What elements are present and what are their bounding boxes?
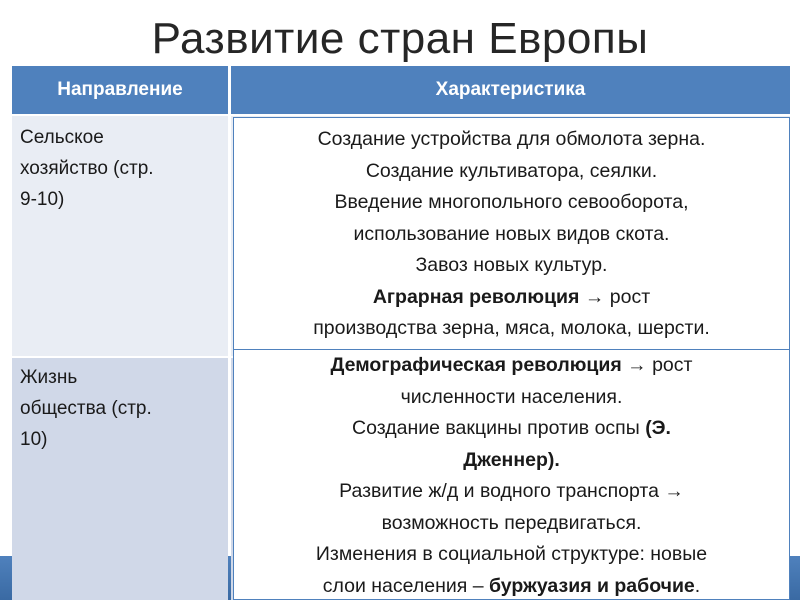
bold-fragment: (Э. [645, 417, 671, 439]
text-line: численности населения. [234, 382, 789, 414]
row-agriculture-direction [12, 116, 228, 356]
direction-line: хозяйство (стр. [20, 153, 225, 184]
text-fragment: Создание вакцины против оспы [352, 417, 645, 439]
text-line: возможность передвигаться. [234, 508, 789, 540]
direction-line: 9-10) [20, 184, 225, 215]
bold-term: Демографическая революция [331, 354, 622, 376]
text-line: Введение многопольного севооборота, [234, 187, 789, 219]
bold-fragment: Дженнер). [463, 449, 560, 471]
text-line [234, 445, 789, 477]
text-line: Изменения в социальной структуре: новые [234, 539, 789, 571]
text-line [234, 282, 789, 314]
text-line: Развитие ж/д и водного транспорта → [234, 476, 789, 508]
row-society-direction [12, 358, 228, 600]
text-line: производства зерна, мяса, молока, шерсти. [234, 313, 789, 345]
direction-line: 10) [20, 424, 225, 455]
direction-line: Сельское [20, 122, 225, 153]
text-fragment: → рост [622, 354, 693, 376]
direction-line: общества (стр. [20, 393, 225, 424]
direction-label [20, 362, 225, 455]
society-text-box [233, 349, 790, 600]
bold-term: Аграрная революция [373, 286, 580, 308]
agriculture-text-box [233, 117, 790, 353]
text-line [234, 571, 789, 602]
text-line [234, 413, 789, 445]
header-direction: Направление [12, 66, 228, 114]
direction-line: Жизнь [20, 362, 225, 393]
text-line: использование новых видов скота. [234, 219, 789, 251]
bold-fragment: буржуазия и рабочие [489, 575, 695, 597]
text-line: Создание устройства для обмолота зерна. [234, 124, 789, 156]
direction-label [20, 122, 225, 215]
header-characteristic: Характеристика [231, 66, 790, 114]
slide-title: Развитие стран Европы [0, 14, 800, 64]
text-fragment: . [695, 575, 700, 597]
text-fragment: → рост [579, 286, 650, 308]
text-line: Завоз новых культур. [234, 250, 789, 282]
text-line [234, 350, 789, 382]
text-line: Создание культиватора, сеялки. [234, 156, 789, 188]
text-fragment: слои населения – [323, 575, 489, 597]
